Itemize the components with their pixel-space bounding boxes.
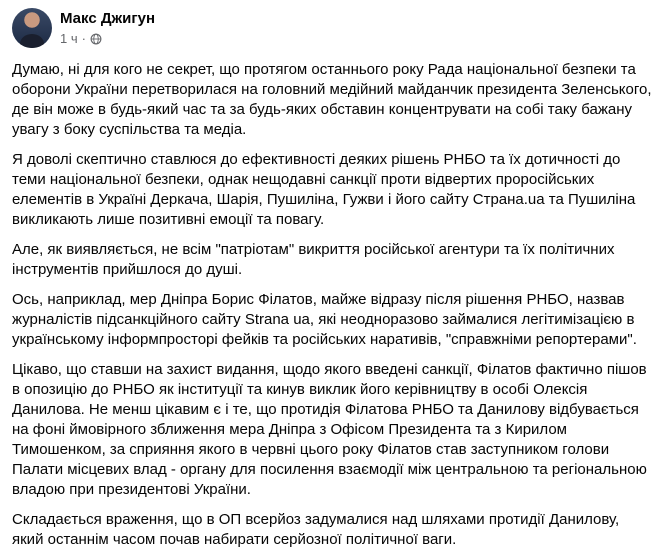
post-time[interactable]: 1 ч bbox=[60, 31, 78, 46]
time-row bbox=[60, 31, 155, 47]
post-body bbox=[12, 60, 652, 560]
paragraph-1: Думаю, ні для кого не секрет, що протягом останнього року Рада національної безпеки та оборони України перетворилася на головний медійний майданчик президента Зеленського, де він може в будь-який час та за будь-яких обставин концентрувати на собі таку бажану увагу з боку суспільства та медіа. bbox=[12, 61, 652, 138]
separator-dot: · bbox=[81, 31, 86, 46]
post-header bbox=[12, 8, 155, 48]
paragraph-4: Ось, наприклад, мер Дніпра Борис Філатов, майже відразу після рішення РНБО, назвав журналістів підсанкційного сайту Strana ua, які неодноразово займалися легітимізацією в українському інформпросторі фейків та російських наративів, "справжніми репортерами". bbox=[12, 291, 637, 348]
globe-icon[interactable] bbox=[90, 33, 102, 45]
avatar[interactable] bbox=[12, 8, 52, 48]
paragraph-2: Я доволі скептично ставлюся до ефективності деяких рішень РНБО та їх дотичності до теми національної безпеки, однак нещодавні санкції проти відвертих проросійських елементів в Україні Деркача, Шарія, Пушиліна, Гужви і його сайту Страна.ua та Пушиліна викликають лише позитивні емоції та повагу. bbox=[12, 151, 636, 228]
paragraph-5: Цікаво, що ставши на захист видання, щодо якого введені санкції, Філатов фактично пішов в опозицію до РНБО як інституції та кинув виклик його керівництву в особі Олексія Данилова. Не менш цікавим є і те, що протидія Філатова РНБО та Данилову відбувається на фоні ймовірного зближення мера Дніпра з Офісом Президента та з Кирилом Тимошенком, за сприяння якого в червні цього року Філатов став заступником голови Палати місцевих влад - органу для посилення взаємодії між центральною та регіональною владою при президентові України. bbox=[12, 361, 647, 498]
post-meta bbox=[60, 9, 155, 47]
paragraph-6: Складається враження, що в ОП всерйоз задумалися над шляхами протидії Данилову, який останнім часом почав набирати серйозної політичної ваги. bbox=[12, 511, 620, 548]
author-name[interactable]: Макс Джигун bbox=[60, 10, 156, 27]
paragraph-3: Але, як виявляється, не всім "патріотам" викриття російської агентури та їх політичних інструментів прийшлося до душі. bbox=[12, 241, 615, 278]
